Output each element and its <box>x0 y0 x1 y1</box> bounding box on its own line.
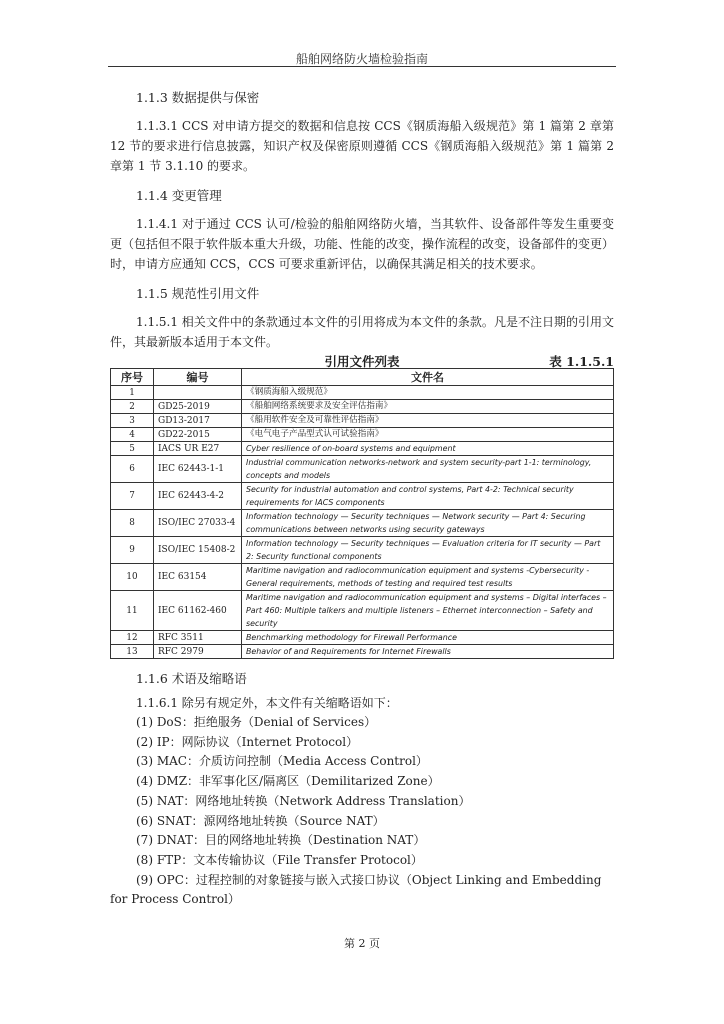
table-row <box>111 414 614 428</box>
row-code: ISO/IEC 15408-2 <box>154 537 242 564</box>
list-item: (2) IP：网际协议（Internet Protocol） <box>136 734 359 749</box>
row-code: GD13-2017 <box>154 414 242 428</box>
list-item: (8) FTP：文本传输协议（File Transfer Protocol） <box>136 852 423 867</box>
list-item: (3) MAC：介质访问控制（Media Access Control） <box>136 754 428 769</box>
paragraph-1-1-4-1: 1.1.4.1 对于通过 CCS 认可/检验的船舶网络防火墙，当其软件、设备部件等发生重要变更（包括但不限于软件版本重大升级，功能、性能的改变，操作流程的改变，设备部件的变更）时，申请方应通知 CCS，CCS 可要求重新评估，以确保其满足相关的技术要求。 <box>110 217 615 271</box>
list-item: (1) DoS：拒绝服务（Denial of Services） <box>136 715 377 729</box>
row-name: Cyber resilience of on-board systems and equipment <box>242 442 614 456</box>
row-code: RFC 3511 <box>154 631 242 645</box>
row-name: 《船用软件安全及可靠性评估指南》 <box>242 414 614 428</box>
list-item: (6) SNAT：源网络地址转换（Source NAT） <box>136 813 385 828</box>
paragraph-1-1-5-1: 1.1.5.1 相关文件中的条款通过本文件的引用将成为本文件的条款。凡是不注日期的引用文件，其最新版本适用于本文件。 <box>110 315 614 349</box>
row-name: Information technology — Security techniques — Network security — Part 4: Securing communications between networks using security gateways <box>242 510 614 537</box>
row-code: IACS UR E27 <box>154 442 242 456</box>
row-name: Security for industrial automation and control systems, Part 4-2: Technical security requirements for IACS components <box>242 483 614 510</box>
row-no: 6 <box>111 456 154 483</box>
row-name: 《船舶网络系统要求及安全评估指南》 <box>242 400 614 414</box>
row-name: Behavior of and Requirements for Internet Firewalls <box>242 645 614 659</box>
table-header-no: 序号 <box>111 369 154 386</box>
page-content <box>110 88 614 910</box>
table-row <box>111 510 614 537</box>
row-name: Maritime navigation and radiocommunication equipment and systems – Digital interfaces – Part 460: Multiple talkers and multiple listeners – Ethernet interconnection – Safety and security <box>242 591 614 631</box>
page-header: 船舶网络防火墙检验指南 <box>295 52 428 66</box>
row-code: IEC 61162-460 <box>154 591 242 631</box>
table-row <box>111 564 614 591</box>
row-code: IEC 62443-4-2 <box>154 483 242 510</box>
list-item: (5) NAT：网络地址转换（Network Address Translation） <box>136 793 471 808</box>
page-number: 第 2 页 <box>344 937 380 950</box>
list-item: (9) OPC：过程控制的对象链接与嵌入式接口协议（Object Linking and Embedding for Process Control） <box>110 872 602 907</box>
row-no: 8 <box>111 510 154 537</box>
row-code: ISO/IEC 27033-4 <box>154 510 242 537</box>
row-name: Benchmarking methodology for Firewall Performance <box>242 631 614 645</box>
table-row <box>111 400 614 414</box>
table-row <box>111 645 614 659</box>
row-no: 12 <box>111 631 154 645</box>
paragraph-1-1-3-1: 1.1.3.1 CCS 对申请方提交的数据和信息按 CCS《钢质海船入级规范》第 1 篇第 2 章第 12 节的要求进行信息披露，知识产权及保密原则遵循 CCS《钢质海船入级规范》第 1 篇第 2 章第 1 节 3.1.10 的要求。 <box>110 119 614 173</box>
row-code: GD25-2019 <box>154 400 242 414</box>
row-no: 1 <box>111 386 154 400</box>
table-row <box>111 537 614 564</box>
row-code <box>154 386 242 400</box>
table-row <box>111 386 614 400</box>
row-no: 5 <box>111 442 154 456</box>
row-no: 7 <box>111 483 154 510</box>
table-header-code: 编号 <box>154 369 242 386</box>
table-caption <box>110 352 614 368</box>
section-heading-1-1-5: 1.1.5 规范性引用文件 <box>136 286 260 301</box>
row-no: 11 <box>111 591 154 631</box>
row-no: 9 <box>111 537 154 564</box>
row-code: IEC 62443-1-1 <box>154 456 242 483</box>
row-name: Industrial communication networks-network and system security-part 1-1: terminology, concepts and models <box>242 456 614 483</box>
section-heading-1-1-6: 1.1.6 术语及缩略语 <box>136 671 247 686</box>
reference-table <box>110 368 614 659</box>
list-item: (4) DMZ：非军事化区/隔离区（Demilitarized Zone） <box>136 774 440 789</box>
row-no: 3 <box>111 414 154 428</box>
row-code: RFC 2979 <box>154 645 242 659</box>
abbreviation-list <box>110 713 614 910</box>
table-header-name: 文件名 <box>242 369 614 386</box>
section-heading-1-1-3: 1.1.3 数据提供与保密 <box>136 90 260 105</box>
section-heading-1-1-4: 1.1.4 变更管理 <box>136 188 222 203</box>
row-code: IEC 63154 <box>154 564 242 591</box>
header-rule <box>108 66 616 67</box>
row-code: GD22-2015 <box>154 428 242 442</box>
paragraph-1-1-6-1: 1.1.6.1 除另有规定外，本文件有关缩略语如下： <box>136 696 398 710</box>
table-number: 表 1.1.5.1 <box>549 354 614 369</box>
row-no: 10 <box>111 564 154 591</box>
list-item: (7) DNAT：目的网络地址转换（Destination NAT） <box>136 833 426 848</box>
table-row <box>111 631 614 645</box>
table-row <box>111 483 614 510</box>
row-name: Maritime navigation and radiocommunication equipment and systems -Cybersecurity - General requirements, methods of testing and required test results <box>242 564 614 591</box>
row-no: 4 <box>111 428 154 442</box>
table-title: 引用文件列表 <box>324 354 400 369</box>
table-row <box>111 428 614 442</box>
row-no: 13 <box>111 645 154 659</box>
row-name: 《电气电子产品型式认可试验指南》 <box>242 428 614 442</box>
table-row <box>111 456 614 483</box>
table-row <box>111 442 614 456</box>
row-name: 《钢质海船入级规范》 <box>242 386 614 400</box>
row-name: Information technology — Security techniques — Evaluation criteria for IT security — Part 2: Security functional components <box>242 537 614 564</box>
table-row <box>111 591 614 631</box>
row-no: 2 <box>111 400 154 414</box>
